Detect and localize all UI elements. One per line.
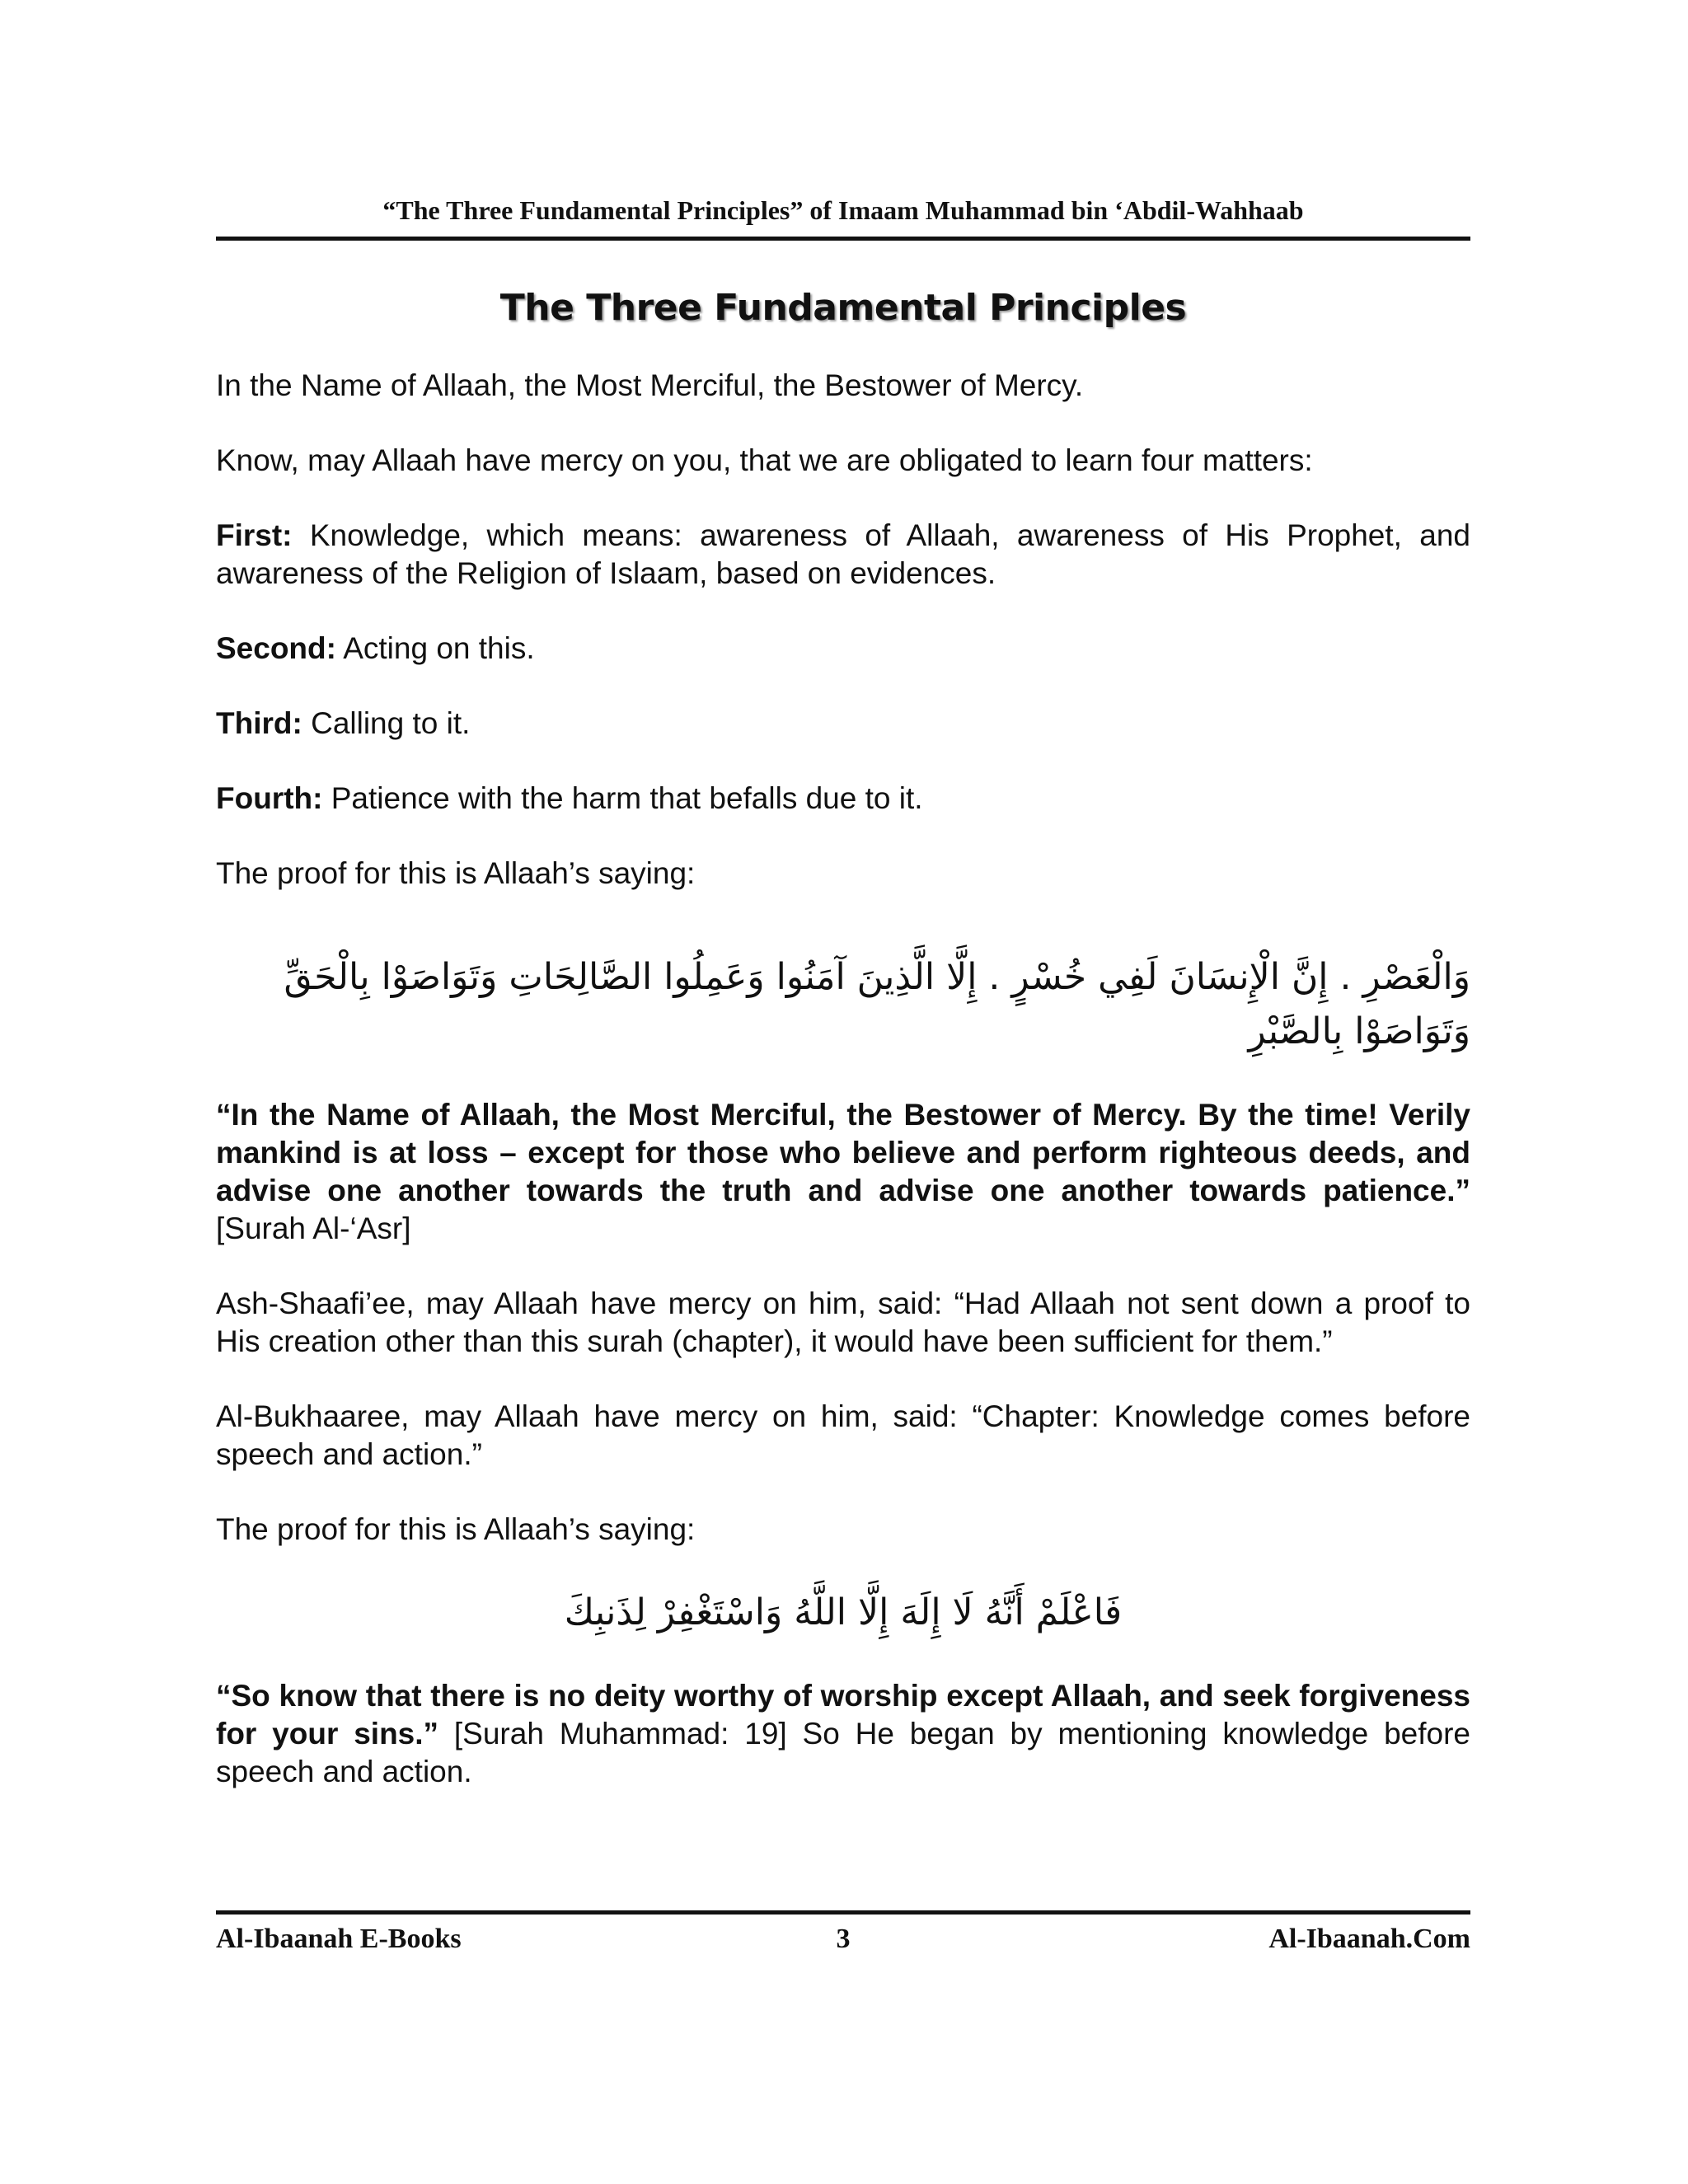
translation-asr-quote: “In the Name of Allaah, the Most Merciful, the Bestower of Mercy. By the time! Verily mankind is at loss – except for those who believe and perform righteous deeds, and advise one another towards the truth and advise one another towards patience.”: [216, 1098, 1470, 1207]
translation-asr-reference: [Surah Al-‘Asr]: [216, 1212, 411, 1245]
matter-first-text: Knowledge, which means: awareness of Allaah, awareness of His Prophet, and awareness of the Religion of Islaam, based on evidences.: [216, 518, 1470, 590]
matter-first-label: First:: [216, 518, 293, 552]
intro-paragraph: Know, may Allaah have mercy on you, that we are obligated to learn four matters:: [216, 443, 1313, 477]
page-title: The Three Fundamental Principles: [499, 287, 1187, 329]
bukhaaree-paragraph: Al-Bukhaaree, may Allaah have mercy on him, said: “Chapter: Knowledge comes before speech and action.”: [216, 1399, 1470, 1471]
translation-muhammad: [216, 1677, 1470, 1791]
matter-fourth-text: Patience with the harm that befalls due to it.: [331, 781, 923, 815]
translation-muhammad-quote: “So know that there is no deity worthy of worship except Allaah, and seek forgiveness for your sins.”: [216, 1679, 1470, 1750]
matter-third-label: Third:: [216, 706, 302, 740]
footer-publisher: Al-Ibaanah E-Books: [216, 1924, 462, 1954]
matter-third: [216, 705, 1470, 743]
translation-muhammad-continuation: So He began by mentioning knowledge before speech and action.: [216, 1717, 1471, 1788]
footer-page-number: 3: [836, 1924, 851, 1954]
matter-third-text: Calling to it.: [311, 706, 471, 740]
matter-first: [216, 517, 1470, 593]
shaafiee-paragraph: Ash-Shaafi’ee, may Allaah have mercy on him, said: “Had Allaah not sent down a proof to His creation other than this surah (chapter), it would have been sufficient for them.”: [216, 1286, 1470, 1358]
arabic-verse-asr: وَالْعَصْرِ . إِنَّ الْإِنسَانَ لَفِي خُسْرٍ . إِلَّا الَّذِينَ آمَنُوا وَعَمِلُوا الصَّالِحَاتِ وَتَوَاصَوْا بِالْحَقِّ وَتَوَاصَوْا بِالصَّبْرِ: [284, 956, 1470, 1052]
matter-fourth-label: Fourth:: [216, 781, 323, 815]
basmalah-paragraph: In the Name of Allaah, the Most Merciful, the Bestower of Mercy.: [216, 368, 1084, 402]
matter-second-label: Second:: [216, 631, 336, 665]
matter-fourth: [216, 780, 1470, 818]
running-footer: [216, 1910, 1470, 1959]
footer-website: Al-Ibaanah.Com: [1268, 1924, 1470, 1954]
translation-muhammad-reference: [Surah Muhammad: 19]: [453, 1717, 787, 1750]
matter-second: [216, 630, 1470, 668]
translation-asr: [216, 1096, 1470, 1248]
arabic-verse-muhammad: فَاعْلَمْ أَنَّهُ لَا إِلَهَ إِلَّا اللَّهُ وَاسْتَغْفِرْ لِذَنبِكَ: [564, 1591, 1123, 1633]
proof-intro-2: The proof for this is Allaah’s saying:: [216, 1512, 696, 1546]
proof-intro-1: The proof for this is Allaah’s saying:: [216, 856, 696, 890]
running-header: [216, 194, 1470, 241]
running-header-title: “The Three Fundamental Principles” of Imaam Muhammad bin ‘Abdil-Wahhaab: [382, 195, 1304, 225]
matter-second-text: Acting on this.: [343, 631, 535, 665]
page-body: [216, 194, 1470, 1828]
